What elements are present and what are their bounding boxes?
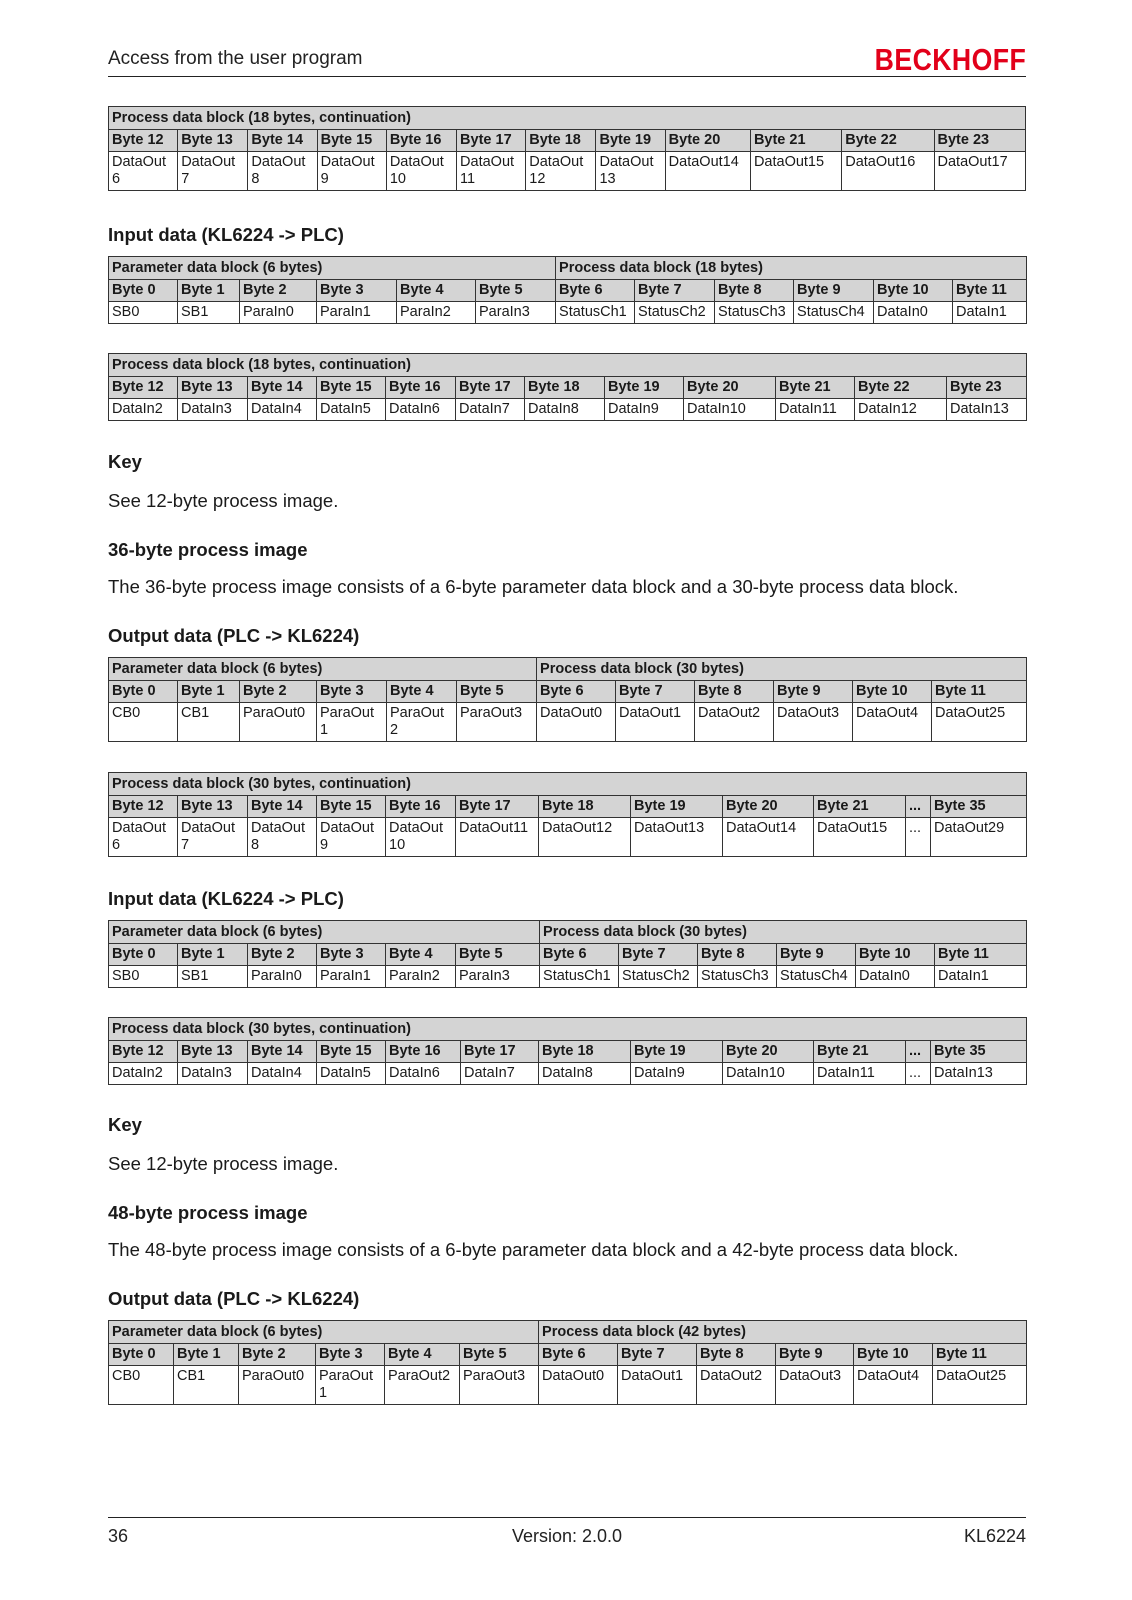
byte-value: DataOut 13 bbox=[596, 152, 665, 191]
byte-header: Byte 16 bbox=[386, 1041, 461, 1063]
process-data-table bbox=[108, 106, 1026, 191]
block-caption: Process data block (42 bytes) bbox=[539, 1321, 1027, 1344]
caption-row bbox=[109, 658, 1027, 681]
section-heading: Input data (KL6224 -> PLC) bbox=[108, 888, 344, 909]
byte-value: DataOut4 bbox=[854, 1366, 933, 1405]
byte-header: Byte 9 bbox=[794, 280, 874, 302]
byte-header: Byte 17 bbox=[457, 130, 526, 152]
caption-row bbox=[109, 773, 1027, 796]
process-data-table bbox=[108, 256, 1027, 324]
block-caption: Parameter data block (6 bytes) bbox=[109, 921, 540, 944]
byte-value: DataOut 7 bbox=[178, 152, 248, 191]
block-caption: Process data block (30 bytes, continuation) bbox=[109, 773, 1027, 796]
value-row bbox=[109, 1366, 1027, 1405]
byte-header: Byte 20 bbox=[665, 130, 750, 152]
byte-value: ParaIn3 bbox=[456, 966, 540, 988]
header-title: Access from the user program bbox=[108, 48, 363, 69]
byte-header: Byte 9 bbox=[776, 1344, 854, 1366]
byte-header: Byte 14 bbox=[248, 130, 317, 152]
byte-header: Byte 8 bbox=[695, 681, 774, 703]
byte-header: Byte 0 bbox=[109, 1344, 174, 1366]
byte-value: DataOut0 bbox=[537, 703, 616, 742]
value-row bbox=[109, 818, 1027, 857]
byte-value: ... bbox=[906, 818, 931, 857]
process-data-table bbox=[108, 920, 1027, 988]
byte-value: DataIn11 bbox=[776, 399, 855, 421]
byte-value: DataOut 10 bbox=[386, 818, 456, 857]
byte-value: DataOut 8 bbox=[248, 818, 317, 857]
byte-value: DataOut3 bbox=[776, 1366, 854, 1405]
byte-value: ParaIn1 bbox=[317, 966, 386, 988]
byte-value: StatusCh1 bbox=[540, 966, 619, 988]
byte-value: DataIn0 bbox=[856, 966, 935, 988]
byte-value: DataOut25 bbox=[932, 703, 1027, 742]
byte-header: Byte 14 bbox=[248, 1041, 317, 1063]
byte-header: Byte 2 bbox=[248, 944, 317, 966]
byte-value: DataOut1 bbox=[618, 1366, 697, 1405]
caption-row bbox=[109, 1321, 1027, 1344]
byte-header: Byte 7 bbox=[619, 944, 698, 966]
byte-value: ParaIn2 bbox=[386, 966, 456, 988]
byte-value: DataIn3 bbox=[178, 1063, 248, 1085]
byte-value: DataOut 12 bbox=[526, 152, 596, 191]
byte-header: Byte 10 bbox=[856, 944, 935, 966]
output-30-table-block bbox=[108, 657, 1026, 742]
byte-value: DataIn10 bbox=[723, 1063, 814, 1085]
byte-header: Byte 23 bbox=[934, 130, 1026, 152]
byte-header: Byte 12 bbox=[109, 130, 178, 152]
output-continuation-30-table-block bbox=[108, 772, 1026, 857]
byte-header: Byte 13 bbox=[178, 796, 248, 818]
header-row bbox=[109, 944, 1027, 966]
caption-row bbox=[109, 354, 1027, 377]
byte-value: DataOut 10 bbox=[386, 152, 456, 191]
byte-header: Byte 11 bbox=[953, 280, 1027, 302]
output-continuation-18-table-block bbox=[108, 106, 1026, 191]
byte-value: StatusCh3 bbox=[715, 302, 794, 324]
byte-header: Byte 5 bbox=[476, 280, 556, 302]
byte-header: Byte 7 bbox=[616, 681, 695, 703]
byte-header: Byte 10 bbox=[854, 1344, 933, 1366]
byte-header: Byte 21 bbox=[750, 130, 841, 152]
byte-header: Byte 5 bbox=[457, 681, 537, 703]
byte-value: StatusCh2 bbox=[619, 966, 698, 988]
byte-value: DataOut11 bbox=[456, 818, 539, 857]
byte-value: DataIn2 bbox=[109, 399, 178, 421]
byte-value: DataOut14 bbox=[665, 152, 750, 191]
byte-value: DataOut12 bbox=[539, 818, 631, 857]
byte-value: ParaOut2 bbox=[385, 1366, 460, 1405]
byte-value: DataIn9 bbox=[605, 399, 684, 421]
byte-value: ParaIn1 bbox=[317, 302, 397, 324]
byte-value: DataIn4 bbox=[248, 399, 317, 421]
byte-value: DataOut25 bbox=[933, 1366, 1027, 1405]
byte-header: Byte 9 bbox=[777, 944, 856, 966]
byte-value: ParaOut 1 bbox=[317, 703, 387, 742]
byte-header: Byte 19 bbox=[596, 130, 665, 152]
byte-header: Byte 15 bbox=[317, 796, 386, 818]
page-footer bbox=[108, 1517, 1026, 1548]
byte-header: Byte 10 bbox=[874, 280, 953, 302]
block-caption: Parameter data block (6 bytes) bbox=[109, 658, 537, 681]
byte-header: Byte 4 bbox=[385, 1344, 460, 1366]
byte-header: Byte 0 bbox=[109, 681, 178, 703]
caption-row bbox=[109, 1018, 1027, 1041]
byte-header: Byte 1 bbox=[178, 280, 240, 302]
byte-value: DataOut14 bbox=[723, 818, 814, 857]
byte-value: DataOut 11 bbox=[457, 152, 526, 191]
byte-header: Byte 5 bbox=[460, 1344, 539, 1366]
byte-value: ParaOut3 bbox=[457, 703, 537, 742]
byte-header: Byte 12 bbox=[109, 1041, 178, 1063]
block-caption: Process data block (18 bytes, continuation) bbox=[109, 354, 1027, 377]
value-row bbox=[109, 399, 1027, 421]
output-42-table-block bbox=[108, 1320, 1026, 1405]
byte-header: Byte 11 bbox=[932, 681, 1027, 703]
value-row bbox=[109, 152, 1026, 191]
value-row bbox=[109, 1063, 1027, 1085]
byte-value: DataOut2 bbox=[695, 703, 774, 742]
byte-header: Byte 20 bbox=[723, 796, 814, 818]
byte-value: DataIn11 bbox=[814, 1063, 906, 1085]
section-heading: 36-byte process image bbox=[108, 539, 308, 560]
byte-header: Byte 6 bbox=[537, 681, 616, 703]
version-label: Version: 2.0.0 bbox=[511, 1526, 623, 1546]
byte-value: ParaOut 2 bbox=[387, 703, 457, 742]
byte-value: SB1 bbox=[178, 302, 240, 324]
byte-header: Byte 0 bbox=[109, 280, 178, 302]
byte-value: DataOut 6 bbox=[109, 818, 178, 857]
byte-header: Byte 8 bbox=[715, 280, 794, 302]
section-heading: Output data (PLC -> KL6224) bbox=[108, 1288, 360, 1309]
section-paragraph: The 48-byte process image consists of a 6-byte parameter data block and a 42-byte process data block. bbox=[108, 1239, 959, 1260]
input-continuation-18-table-block bbox=[108, 353, 1026, 421]
byte-header: Byte 5 bbox=[456, 944, 540, 966]
byte-header: Byte 15 bbox=[317, 377, 386, 399]
byte-header: Byte 20 bbox=[723, 1041, 814, 1063]
byte-value: DataIn12 bbox=[855, 399, 947, 421]
byte-header: Byte 1 bbox=[178, 681, 240, 703]
byte-value: DataIn2 bbox=[109, 1063, 178, 1085]
byte-header: Byte 1 bbox=[178, 944, 248, 966]
byte-header: Byte 3 bbox=[317, 944, 386, 966]
process-data-table bbox=[108, 1320, 1027, 1405]
header-row bbox=[109, 796, 1027, 818]
byte-header: Byte 7 bbox=[635, 280, 715, 302]
byte-value: StatusCh4 bbox=[794, 302, 874, 324]
byte-header: Byte 2 bbox=[240, 280, 317, 302]
input-continuation-30-table-block bbox=[108, 1017, 1026, 1085]
process-data-table bbox=[108, 657, 1027, 742]
value-row bbox=[109, 703, 1027, 742]
byte-value: SB0 bbox=[109, 966, 178, 988]
byte-value: ... bbox=[906, 1063, 931, 1085]
byte-value: DataOut 9 bbox=[317, 818, 386, 857]
byte-value: SB1 bbox=[178, 966, 248, 988]
byte-value: DataOut 8 bbox=[248, 152, 317, 191]
byte-value: DataOut16 bbox=[842, 152, 934, 191]
header-row bbox=[109, 377, 1027, 399]
byte-header: Byte 18 bbox=[525, 377, 605, 399]
key-heading: Key bbox=[108, 451, 142, 472]
byte-header: Byte 15 bbox=[317, 130, 386, 152]
byte-value: DataIn4 bbox=[248, 1063, 317, 1085]
byte-value: SB0 bbox=[109, 302, 178, 324]
byte-header: Byte 17 bbox=[456, 796, 539, 818]
byte-header: Byte 7 bbox=[618, 1344, 697, 1366]
page-number: 36 bbox=[108, 1526, 129, 1546]
byte-value: DataOut 7 bbox=[178, 818, 248, 857]
byte-header: Byte 17 bbox=[456, 377, 525, 399]
beckhoff-logo: BECKHOFF bbox=[874, 42, 1026, 77]
block-caption: Process data block (30 bytes, continuation) bbox=[109, 1018, 1027, 1041]
byte-value: DataIn9 bbox=[631, 1063, 723, 1085]
byte-value: DataOut 9 bbox=[317, 152, 386, 191]
byte-value: DataOut0 bbox=[539, 1366, 618, 1405]
section-heading: 48-byte process image bbox=[108, 1202, 308, 1223]
byte-header: Byte 12 bbox=[109, 796, 178, 818]
byte-value: DataIn8 bbox=[525, 399, 605, 421]
byte-header: Byte 13 bbox=[178, 1041, 248, 1063]
key-text: See 12-byte process image. bbox=[108, 490, 339, 511]
byte-header: Byte 3 bbox=[316, 1344, 385, 1366]
byte-header: Byte 18 bbox=[526, 130, 596, 152]
byte-header: Byte 6 bbox=[556, 280, 635, 302]
byte-value: DataIn5 bbox=[317, 1063, 386, 1085]
byte-value: DataIn13 bbox=[931, 1063, 1027, 1085]
byte-header: Byte 35 bbox=[931, 1041, 1027, 1063]
byte-header: Byte 4 bbox=[386, 944, 456, 966]
byte-value: CB1 bbox=[174, 1366, 239, 1405]
block-caption: Process data block (18 bytes, continuation) bbox=[109, 107, 1026, 130]
byte-value: DataIn1 bbox=[935, 966, 1027, 988]
byte-header: Byte 8 bbox=[698, 944, 777, 966]
byte-header: Byte 35 bbox=[931, 796, 1027, 818]
byte-value: DataOut17 bbox=[934, 152, 1026, 191]
byte-header: Byte 2 bbox=[239, 1344, 316, 1366]
byte-value: DataIn0 bbox=[874, 302, 953, 324]
byte-value: ParaIn0 bbox=[240, 302, 317, 324]
byte-header: Byte 11 bbox=[933, 1344, 1027, 1366]
byte-value: DataOut13 bbox=[631, 818, 723, 857]
product-name: KL6224 bbox=[963, 1526, 1026, 1546]
byte-value: DataIn3 bbox=[178, 399, 248, 421]
byte-header: Byte 6 bbox=[540, 944, 619, 966]
byte-header: Byte 21 bbox=[814, 796, 906, 818]
byte-header: Byte 3 bbox=[317, 681, 387, 703]
byte-value: DataIn5 bbox=[317, 399, 386, 421]
key-text: See 12-byte process image. bbox=[108, 1153, 339, 1174]
byte-header: Byte 8 bbox=[697, 1344, 776, 1366]
block-caption: Process data block (30 bytes) bbox=[537, 658, 1027, 681]
byte-value: DataIn7 bbox=[456, 399, 525, 421]
byte-value: ParaOut3 bbox=[460, 1366, 539, 1405]
header-row bbox=[109, 130, 1026, 152]
byte-header: Byte 18 bbox=[539, 796, 631, 818]
byte-header: Byte 19 bbox=[631, 1041, 723, 1063]
header-row bbox=[109, 681, 1027, 703]
byte-value: DataOut1 bbox=[616, 703, 695, 742]
section-heading: Output data (PLC -> KL6224) bbox=[108, 625, 360, 646]
caption-row bbox=[109, 107, 1026, 130]
byte-value: DataOut3 bbox=[774, 703, 853, 742]
byte-header: Byte 16 bbox=[386, 130, 456, 152]
header-row bbox=[109, 280, 1027, 302]
byte-value: DataIn8 bbox=[539, 1063, 631, 1085]
process-data-table bbox=[108, 353, 1027, 421]
byte-header: Byte 21 bbox=[814, 1041, 906, 1063]
byte-header: Byte 13 bbox=[178, 377, 248, 399]
block-caption: Process data block (30 bytes) bbox=[540, 921, 1027, 944]
byte-value: CB0 bbox=[109, 703, 178, 742]
byte-header: Byte 12 bbox=[109, 377, 178, 399]
header-row bbox=[109, 1344, 1027, 1366]
byte-header: Byte 13 bbox=[178, 130, 248, 152]
key-heading: Key bbox=[108, 1114, 142, 1135]
input-30-table-block bbox=[108, 920, 1026, 988]
byte-header: Byte 0 bbox=[109, 944, 178, 966]
byte-header: Byte 9 bbox=[774, 681, 853, 703]
byte-header: Byte 21 bbox=[776, 377, 855, 399]
byte-header: Byte 15 bbox=[317, 1041, 386, 1063]
byte-header: Byte 22 bbox=[855, 377, 947, 399]
process-data-table bbox=[108, 772, 1027, 857]
byte-value: ParaOut0 bbox=[239, 1366, 316, 1405]
byte-value: DataIn10 bbox=[684, 399, 776, 421]
byte-value: DataIn7 bbox=[461, 1063, 539, 1085]
section-heading: Input data (KL6224 -> PLC) bbox=[108, 224, 344, 245]
byte-header: Byte 2 bbox=[240, 681, 317, 703]
caption-row bbox=[109, 921, 1027, 944]
caption-row bbox=[109, 257, 1027, 280]
byte-header: Byte 4 bbox=[387, 681, 457, 703]
byte-header: Byte 6 bbox=[539, 1344, 618, 1366]
byte-header: Byte 16 bbox=[386, 796, 456, 818]
byte-header: Byte 4 bbox=[397, 280, 476, 302]
byte-value: DataIn1 bbox=[953, 302, 1027, 324]
block-caption: Parameter data block (6 bytes) bbox=[109, 1321, 539, 1344]
process-data-table bbox=[108, 1017, 1027, 1085]
section-paragraph: The 36-byte process image consists of a 6-byte parameter data block and a 30-byte process data block. bbox=[108, 576, 959, 597]
byte-value: DataIn6 bbox=[386, 1063, 461, 1085]
byte-header: Byte 3 bbox=[317, 280, 397, 302]
byte-header: ... bbox=[906, 1041, 931, 1063]
byte-header: Byte 19 bbox=[631, 796, 723, 818]
byte-header: Byte 20 bbox=[684, 377, 776, 399]
byte-value: StatusCh3 bbox=[698, 966, 777, 988]
page-header bbox=[108, 42, 1026, 77]
byte-value: StatusCh2 bbox=[635, 302, 715, 324]
byte-header: Byte 14 bbox=[248, 796, 317, 818]
byte-header: Byte 11 bbox=[935, 944, 1027, 966]
byte-value: CB1 bbox=[178, 703, 240, 742]
byte-value: DataOut15 bbox=[750, 152, 841, 191]
byte-header: Byte 16 bbox=[386, 377, 456, 399]
block-caption: Process data block (18 bytes) bbox=[556, 257, 1027, 280]
byte-header: Byte 22 bbox=[842, 130, 934, 152]
byte-value: ParaOut 1 bbox=[316, 1366, 385, 1405]
byte-header: ... bbox=[906, 796, 931, 818]
byte-header: Byte 18 bbox=[539, 1041, 631, 1063]
byte-value: DataOut 6 bbox=[109, 152, 178, 191]
byte-value: ParaOut0 bbox=[240, 703, 317, 742]
byte-header: Byte 17 bbox=[461, 1041, 539, 1063]
byte-value: DataOut15 bbox=[814, 818, 906, 857]
byte-header: Byte 14 bbox=[248, 377, 317, 399]
value-row bbox=[109, 966, 1027, 988]
byte-value: DataOut29 bbox=[931, 818, 1027, 857]
byte-value: DataIn13 bbox=[947, 399, 1027, 421]
byte-value: ParaIn2 bbox=[397, 302, 476, 324]
byte-header: Byte 19 bbox=[605, 377, 684, 399]
byte-header: Byte 23 bbox=[947, 377, 1027, 399]
byte-value: StatusCh4 bbox=[777, 966, 856, 988]
byte-value: StatusCh1 bbox=[556, 302, 635, 324]
byte-value: ParaIn0 bbox=[248, 966, 317, 988]
block-caption: Parameter data block (6 bytes) bbox=[109, 257, 556, 280]
byte-header: Byte 1 bbox=[174, 1344, 239, 1366]
input-18-table-block bbox=[108, 256, 1026, 324]
byte-value: DataOut4 bbox=[853, 703, 932, 742]
byte-value: ParaIn3 bbox=[476, 302, 556, 324]
header-row bbox=[109, 1041, 1027, 1063]
byte-value: DataOut2 bbox=[697, 1366, 776, 1405]
byte-value: CB0 bbox=[109, 1366, 174, 1405]
byte-value: DataIn6 bbox=[386, 399, 456, 421]
byte-header: Byte 10 bbox=[853, 681, 932, 703]
value-row bbox=[109, 302, 1027, 324]
